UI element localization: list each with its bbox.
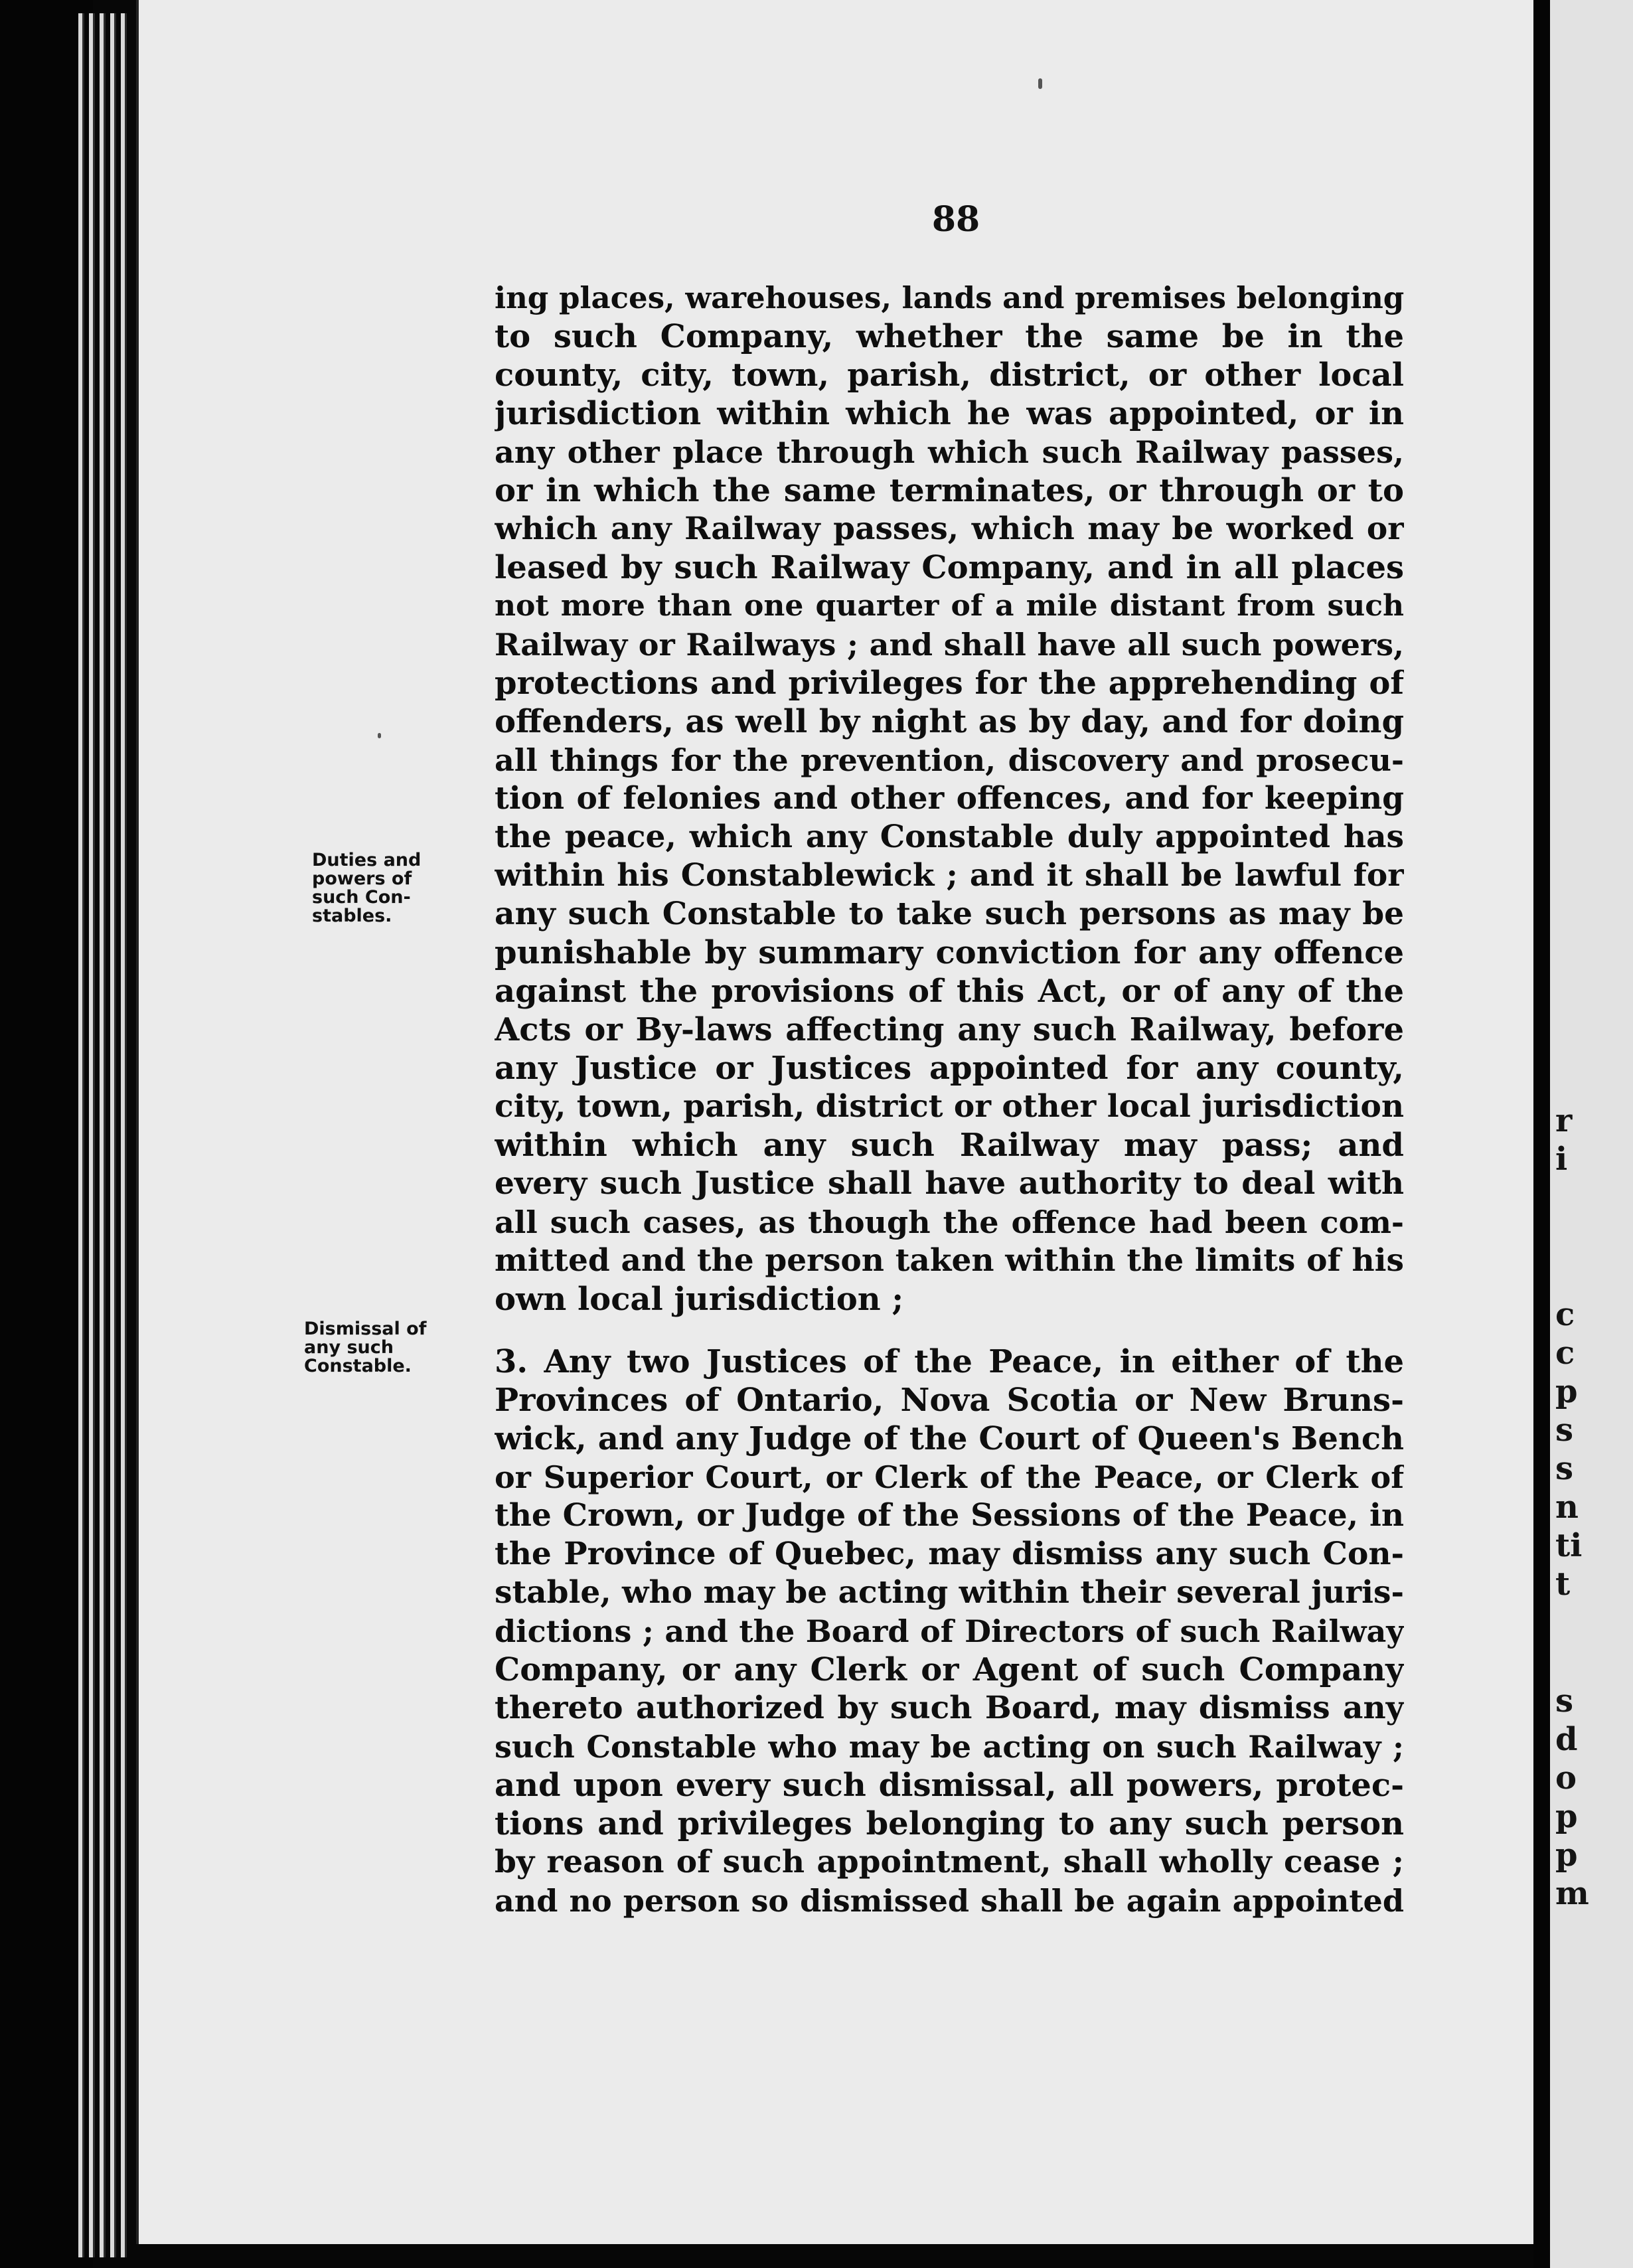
facing-page-fragment: t	[1555, 1566, 1571, 1603]
text-line: any Justice or Justices appointed for any county,	[495, 1050, 1404, 1087]
text-line: or in which the same terminates, or through or to	[495, 472, 1404, 509]
text-line: city, town, parish, district or other local jurisdiction	[495, 1088, 1404, 1125]
text-line: all things for the prevention, discovery and prosecu-	[495, 742, 1404, 778]
facing-page-fragment: s	[1555, 1412, 1574, 1449]
text-line: all such cases, as though the offence had been com-	[495, 1204, 1404, 1240]
section-3-line: and no person so dismissed shall be again appointed	[495, 1883, 1404, 1919]
margin-note-dismissal	[304, 1320, 426, 1376]
section-3-line: tions and privileges belonging to any such person	[495, 1805, 1404, 1842]
facing-page-fragment: i	[1555, 1141, 1568, 1178]
text-line: punishable by summary conviction for any offence	[495, 934, 1404, 971]
text-line: ing places, warehouses, lands and premises belonging	[495, 280, 1404, 315]
text-line: tion of felonies and other offences, and for keeping	[495, 780, 1404, 817]
margin-note-line: any such	[304, 1337, 394, 1358]
facing-page-fragment: d	[1555, 1721, 1578, 1758]
section-3-line: dictions ; and the Board of Directors of such Railway	[495, 1613, 1404, 1649]
section-3-line: Company, or any Clerk or Agent of such Company	[495, 1651, 1404, 1688]
margin-note-line: stables.	[312, 906, 392, 926]
facing-page-fragment: m	[1555, 1875, 1589, 1912]
section-3-line: by reason of such appointment, shall wholly cease ;	[495, 1844, 1404, 1880]
margin-note-line: such Con-	[312, 887, 411, 908]
section-3-line: or Superior Court, or Clerk of the Peace, or Clerk of	[495, 1459, 1404, 1495]
section-3-line: such Constable who may be acting on such Railway ;	[495, 1729, 1404, 1765]
facing-page-fragment: p	[1555, 1836, 1578, 1874]
facing-page-fragment: p	[1555, 1373, 1578, 1410]
facing-page-fragment: r	[1555, 1102, 1573, 1139]
section-3-line: and upon every such dismissal, all powers, protec-	[495, 1767, 1404, 1804]
margin-note-line: powers of	[312, 868, 412, 889]
facing-page-fragment: s	[1555, 1682, 1574, 1720]
text-line: own local jurisdiction ;	[495, 1281, 904, 1318]
facing-page-fragment: o	[1555, 1759, 1577, 1797]
text-line: the peace, which any Constable duly appointed has	[495, 819, 1404, 855]
text-line: Acts or By-laws affecting any such Railway, before	[495, 1011, 1404, 1048]
facing-page-fragment: n	[1555, 1489, 1579, 1526]
text-line: within his Constablewick ; and it shall be lawful for	[495, 857, 1404, 894]
paper-speck	[378, 733, 381, 738]
section-3-line: wick, and any Judge of the Court of Queen's Bench	[495, 1420, 1404, 1457]
facing-page-fragment: ti	[1555, 1527, 1583, 1564]
text-line: within which any such Railway may pass; and	[495, 1127, 1404, 1164]
text-line: mitted and the person taken within the limits of his	[495, 1242, 1404, 1279]
margin-note-line: Dismissal of	[304, 1319, 427, 1339]
section-3-line: the Province of Quebec, may dismiss any such Con-	[495, 1536, 1404, 1572]
text-line: offenders, as well by night as by day, and for doing	[495, 703, 1404, 740]
text-line: to such Company, whether the same be in the	[495, 318, 1404, 355]
text-line: Railway or Railways ; and shall have all such powers,	[495, 627, 1404, 663]
margin-note-line: Duties and	[312, 850, 422, 870]
paper-speck	[1038, 78, 1042, 89]
margin-note-line: Constable.	[304, 1356, 412, 1376]
statute-text	[495, 279, 1404, 1920]
text-line: any such Constable to take such persons as may be	[495, 896, 1404, 932]
section-3-line: thereto authorized by such Board, may dismiss any	[495, 1690, 1404, 1726]
section-3-line: Provinces of Ontario, Nova Scotia or New Bruns-	[495, 1382, 1404, 1419]
section-3-line: 3. Any two Justices of the Peace, in either of the	[495, 1343, 1404, 1380]
text-line: against the provisions of this Act, or of any of the	[495, 973, 1404, 1010]
text-line: not more than one quarter of a mile distant from such	[495, 589, 1404, 623]
stacked-page-edges	[78, 13, 145, 2257]
facing-page-edge	[1550, 0, 1633, 2268]
facing-page-fragment: c	[1555, 1335, 1575, 1372]
facing-page-fragment: s	[1555, 1450, 1574, 1487]
paragraph-gap	[495, 1319, 1404, 1342]
text-line: protections and privileges for the apprehending of	[495, 665, 1404, 702]
facing-page-fragment: c	[1555, 1296, 1575, 1333]
text-line: jurisdiction within which he was appointed, or in	[495, 395, 1404, 432]
text-line: every such Justice shall have authority to deal with	[495, 1165, 1404, 1202]
text-line: which any Railway passes, which may be worked or	[495, 511, 1404, 547]
section-3-line: stable, who may be acting within their several juris-	[495, 1574, 1404, 1611]
text-line: leased by such Railway Company, and in all places	[495, 549, 1404, 586]
section-3-line: the Crown, or Judge of the Sessions of the Peace, in	[495, 1497, 1404, 1534]
text-line: any other place through which such Railway passes,	[495, 434, 1404, 470]
margin-note-duties	[312, 851, 421, 926]
page-number: 88	[931, 199, 980, 240]
facing-page-fragment: p	[1555, 1798, 1578, 1835]
text-line: county, city, town, parish, district, or other local	[495, 357, 1404, 394]
